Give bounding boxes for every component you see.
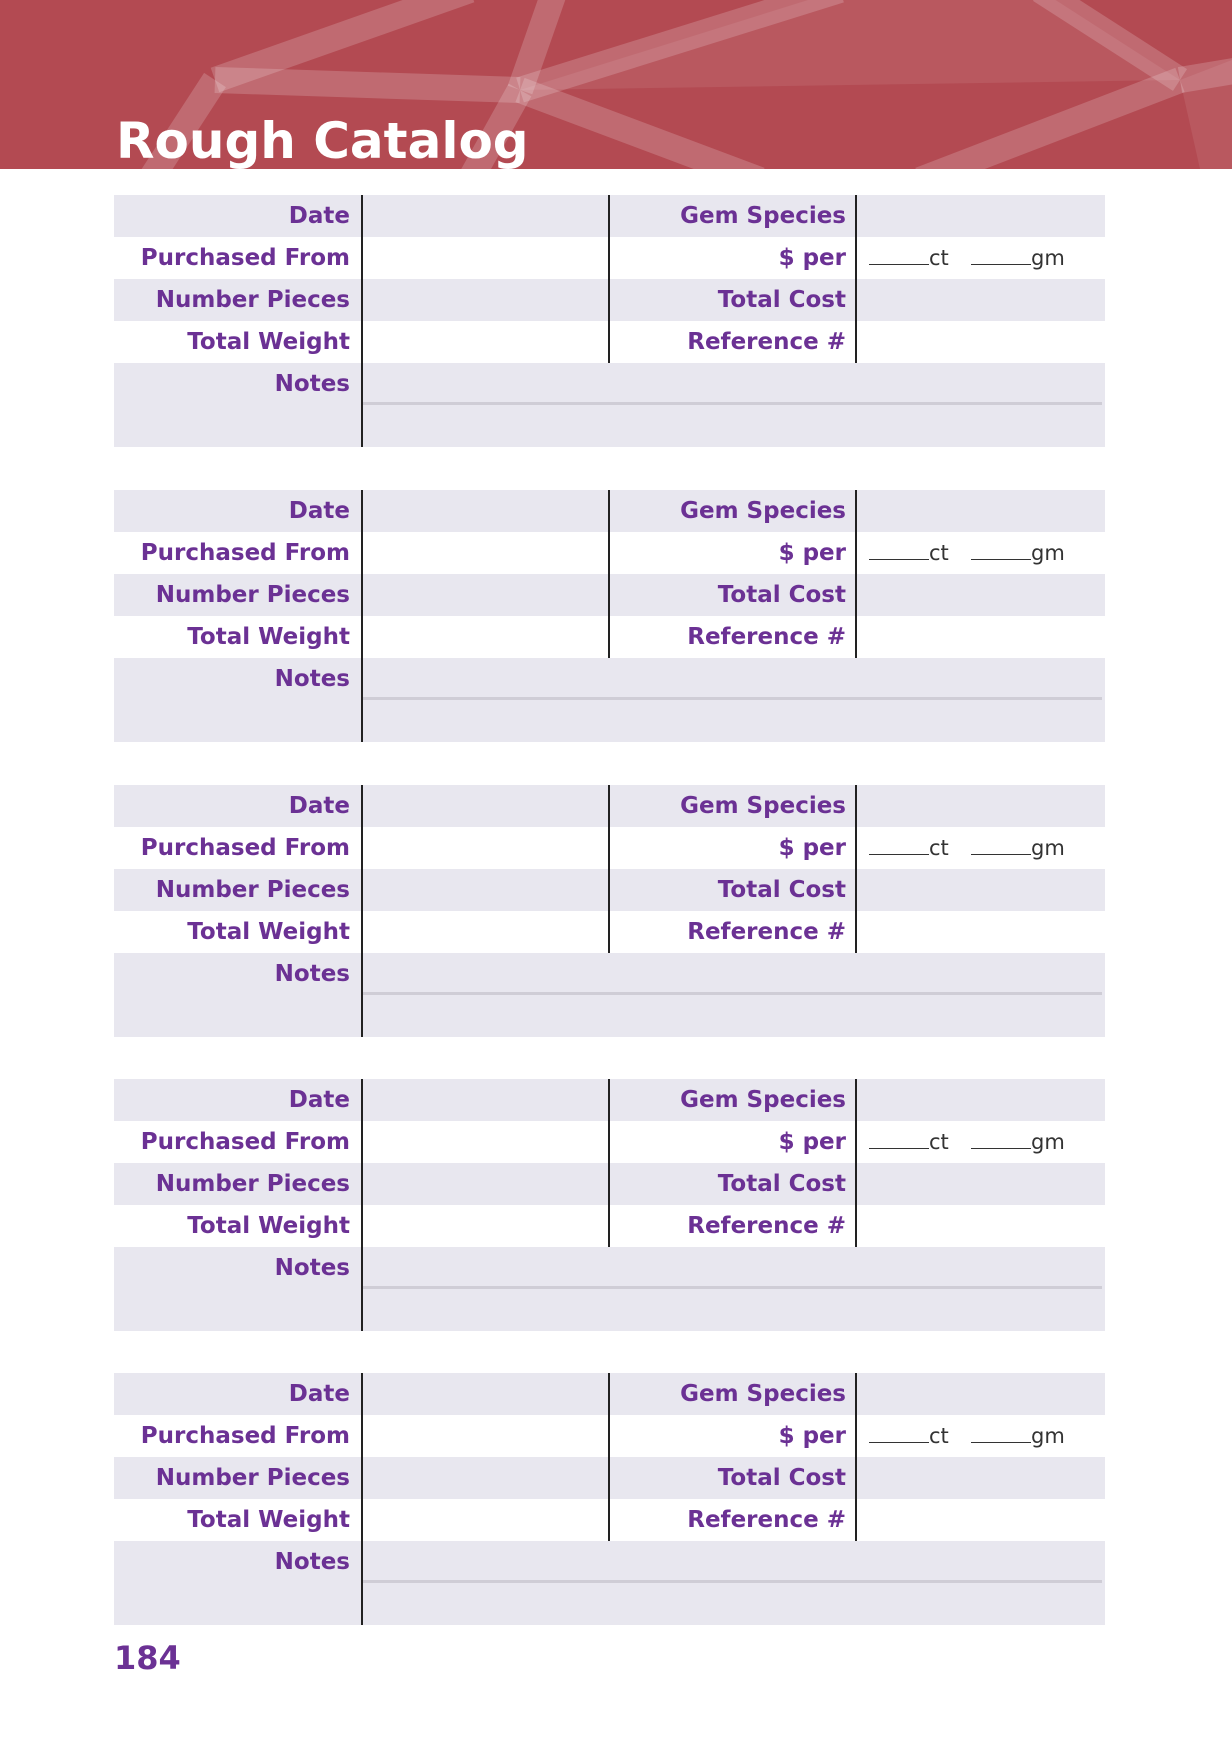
date-label: Date bbox=[288, 1381, 350, 1407]
carat-unit: ct bbox=[929, 1130, 949, 1154]
total-weight-label: Total Weight bbox=[187, 329, 350, 355]
gem-species-label: Gem Species bbox=[680, 498, 846, 524]
total-weight-label: Total Weight bbox=[187, 624, 350, 650]
carat-blank bbox=[869, 559, 929, 560]
reference-label: Reference # bbox=[687, 329, 846, 355]
date-label: Date bbox=[288, 793, 350, 819]
divider-line bbox=[361, 785, 363, 1037]
carat-blank bbox=[869, 1148, 929, 1149]
gram-field[interactable] bbox=[971, 1415, 1065, 1457]
carat-field[interactable] bbox=[869, 827, 949, 869]
divider-line bbox=[855, 195, 857, 363]
reference-label: Reference # bbox=[687, 919, 846, 945]
gram-unit: gm bbox=[1031, 836, 1065, 860]
price-per-label: $ per bbox=[778, 245, 846, 271]
total-cost-label: Total Cost bbox=[717, 582, 846, 608]
carat-field[interactable] bbox=[869, 237, 949, 279]
date-label: Date bbox=[288, 498, 350, 524]
reference-label: Reference # bbox=[687, 1213, 846, 1239]
date-label: Date bbox=[288, 203, 350, 229]
gram-unit: gm bbox=[1031, 1130, 1065, 1154]
divider-line bbox=[361, 1373, 363, 1625]
gram-field[interactable] bbox=[971, 1121, 1065, 1163]
total-weight-label: Total Weight bbox=[187, 1507, 350, 1533]
notes-label: Notes bbox=[274, 371, 350, 397]
carat-field[interactable] bbox=[869, 1415, 949, 1457]
date-label: Date bbox=[288, 1087, 350, 1113]
divider-line bbox=[855, 1373, 857, 1541]
number-pieces-label: Number Pieces bbox=[155, 1171, 350, 1197]
gem-species-label: Gem Species bbox=[680, 1087, 846, 1113]
catalog-entry bbox=[114, 785, 1105, 1037]
reference-label: Reference # bbox=[687, 624, 846, 650]
catalog-entry bbox=[114, 1079, 1105, 1331]
notes-label: Notes bbox=[274, 666, 350, 692]
gram-blank bbox=[971, 1148, 1031, 1149]
carat-blank bbox=[869, 264, 929, 265]
number-pieces-label: Number Pieces bbox=[155, 582, 350, 608]
catalog-entry bbox=[114, 195, 1105, 447]
notes-rule bbox=[363, 697, 1102, 700]
price-per-label: $ per bbox=[778, 1129, 846, 1155]
carat-blank bbox=[869, 854, 929, 855]
total-weight-label: Total Weight bbox=[187, 919, 350, 945]
gem-species-label: Gem Species bbox=[680, 1381, 846, 1407]
reference-label: Reference # bbox=[687, 1507, 846, 1533]
gram-unit: gm bbox=[1031, 246, 1065, 270]
carat-unit: ct bbox=[929, 836, 949, 860]
gram-blank bbox=[971, 559, 1031, 560]
price-per-label: $ per bbox=[778, 1423, 846, 1449]
notes-rule bbox=[363, 992, 1102, 995]
gram-blank bbox=[971, 264, 1031, 265]
notes-label: Notes bbox=[274, 1549, 350, 1575]
purchased-from-label: Purchased From bbox=[140, 835, 350, 861]
total-cost-label: Total Cost bbox=[717, 287, 846, 313]
carat-unit: ct bbox=[929, 1424, 949, 1448]
gram-blank bbox=[971, 854, 1031, 855]
total-cost-label: Total Cost bbox=[717, 1465, 846, 1491]
page-header bbox=[0, 0, 1232, 169]
gram-unit: gm bbox=[1031, 1424, 1065, 1448]
purchased-from-label: Purchased From bbox=[140, 1423, 350, 1449]
catalog-entry bbox=[114, 490, 1105, 742]
carat-unit: ct bbox=[929, 246, 949, 270]
divider-line bbox=[361, 195, 363, 447]
divider-line bbox=[855, 785, 857, 953]
total-cost-label: Total Cost bbox=[717, 1171, 846, 1197]
carat-unit: ct bbox=[929, 541, 949, 565]
price-per-label: $ per bbox=[778, 540, 846, 566]
notes-label: Notes bbox=[274, 961, 350, 987]
gram-blank bbox=[971, 1442, 1031, 1443]
carat-blank bbox=[869, 1442, 929, 1443]
number-pieces-label: Number Pieces bbox=[155, 1465, 350, 1491]
catalog-entry bbox=[114, 1373, 1105, 1625]
carat-field[interactable] bbox=[869, 1121, 949, 1163]
purchased-from-label: Purchased From bbox=[140, 1129, 350, 1155]
page-number: 184 bbox=[114, 1639, 181, 1677]
notes-rule bbox=[363, 1580, 1102, 1583]
gem-species-label: Gem Species bbox=[680, 203, 846, 229]
divider-line bbox=[855, 490, 857, 658]
notes-label: Notes bbox=[274, 1255, 350, 1281]
notes-rule bbox=[363, 402, 1102, 405]
gram-field[interactable] bbox=[971, 532, 1065, 574]
gram-field[interactable] bbox=[971, 827, 1065, 869]
divider-line bbox=[361, 1079, 363, 1331]
gem-species-label: Gem Species bbox=[680, 793, 846, 819]
number-pieces-label: Number Pieces bbox=[155, 287, 350, 313]
gram-field[interactable] bbox=[971, 237, 1065, 279]
notes-rule bbox=[363, 1286, 1102, 1289]
divider-line bbox=[361, 490, 363, 742]
purchased-from-label: Purchased From bbox=[140, 245, 350, 271]
total-weight-label: Total Weight bbox=[187, 1213, 350, 1239]
number-pieces-label: Number Pieces bbox=[155, 877, 350, 903]
page-title: Rough Catalog bbox=[116, 112, 529, 169]
purchased-from-label: Purchased From bbox=[140, 540, 350, 566]
divider-line bbox=[855, 1079, 857, 1247]
gram-unit: gm bbox=[1031, 541, 1065, 565]
total-cost-label: Total Cost bbox=[717, 877, 846, 903]
price-per-label: $ per bbox=[778, 835, 846, 861]
carat-field[interactable] bbox=[869, 532, 949, 574]
